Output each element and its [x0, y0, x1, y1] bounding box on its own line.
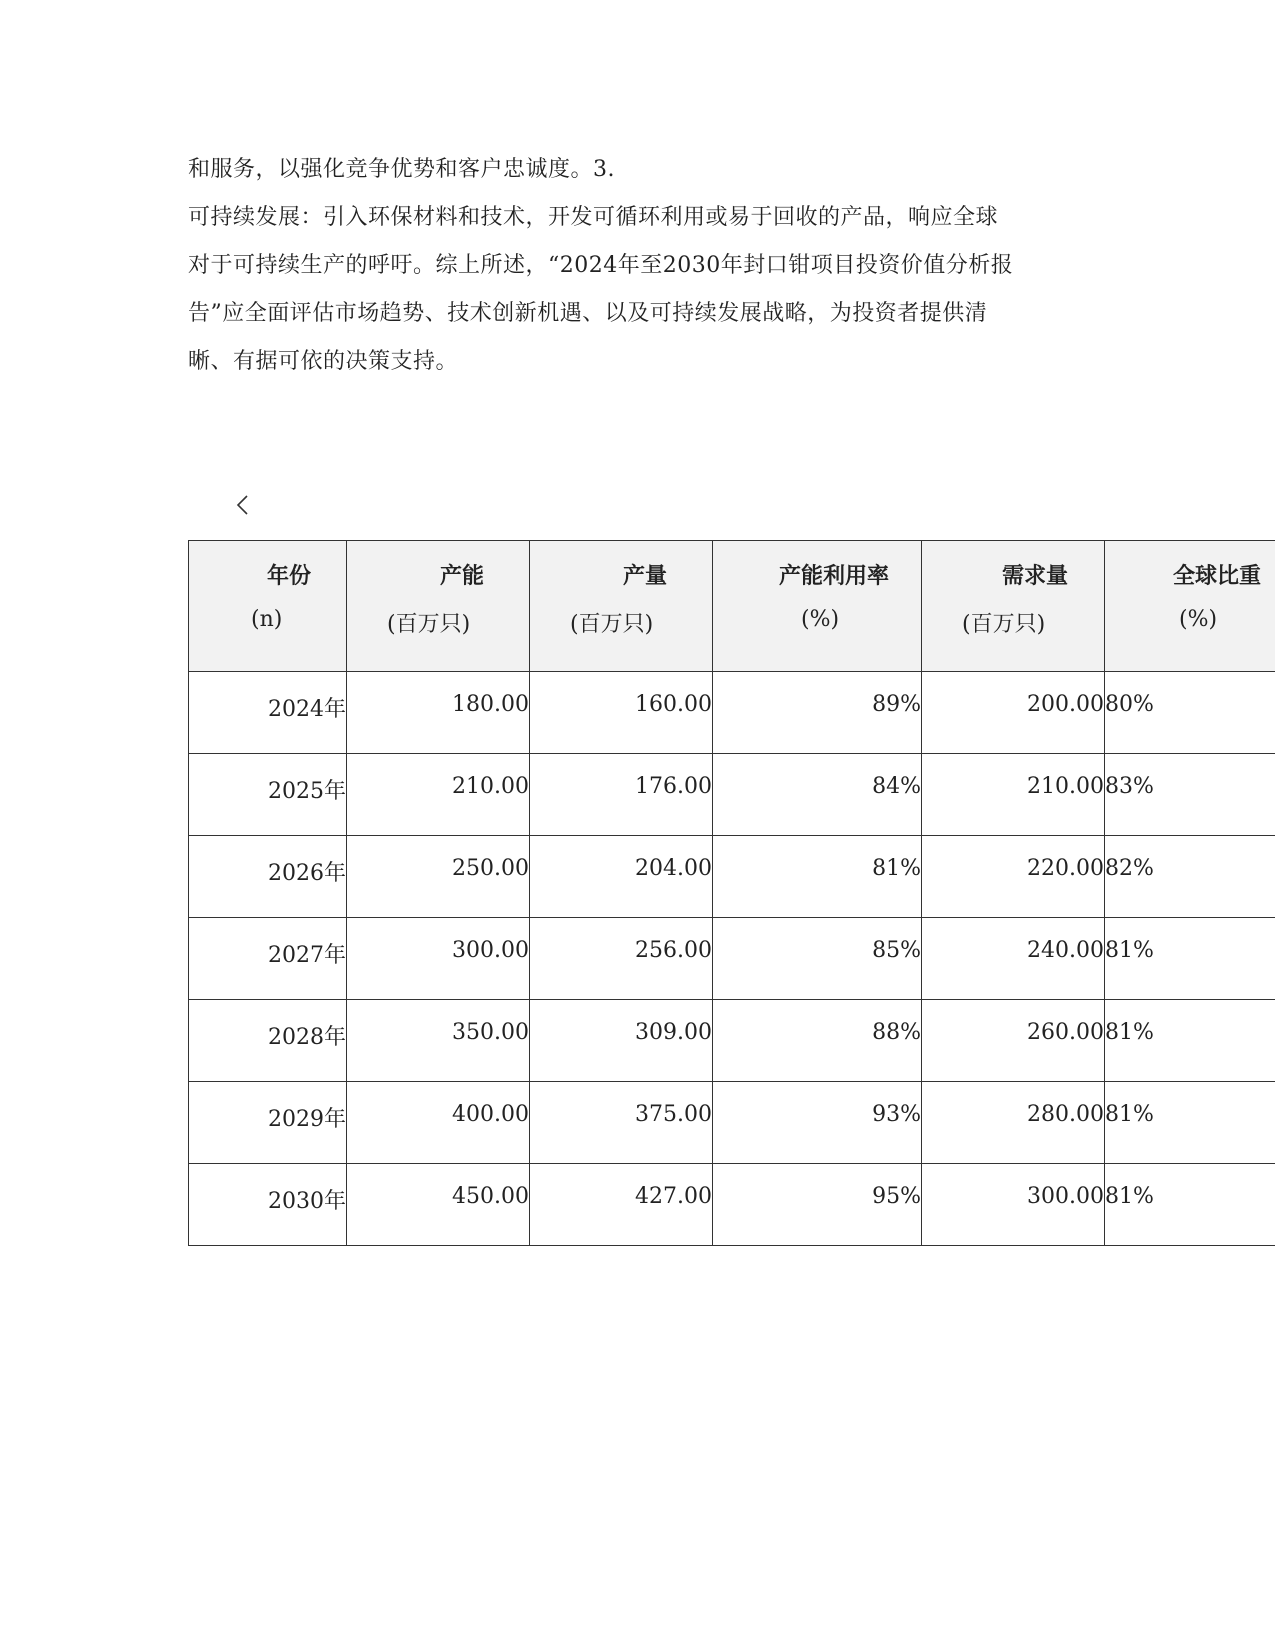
- data-table-container: [188, 540, 1275, 1260]
- header-output-unit: (百万只): [570, 612, 654, 637]
- cell-global-share: [1105, 1164, 1275, 1246]
- cell-capacity-value: 400.00: [452, 1102, 529, 1127]
- cell-global-share-value: 81%: [1105, 1184, 1154, 1209]
- cell-output-value: 375.00: [635, 1102, 712, 1127]
- cell-capacity: [347, 918, 530, 1000]
- body-paragraph: [188, 146, 1088, 386]
- header-utilization-unit: (%): [801, 607, 840, 632]
- cell-year-value: 2027年: [268, 943, 346, 968]
- cell-output-value: 176.00: [635, 774, 712, 799]
- header-global-share-label: 全球比重: [1173, 564, 1262, 589]
- cell-output-value: 204.00: [635, 856, 712, 881]
- cell-utilization-value: 95%: [872, 1184, 921, 1209]
- table-row: [189, 918, 1275, 1000]
- cell-capacity-value: 300.00: [452, 938, 529, 963]
- cell-demand: [922, 672, 1105, 754]
- cell-utilization-value: 88%: [872, 1020, 921, 1045]
- cell-year: [189, 918, 347, 1000]
- cell-output-value: 309.00: [635, 1020, 712, 1045]
- cell-output: [530, 836, 713, 918]
- cell-demand-value: 300.00: [1027, 1184, 1104, 1209]
- cell-global-share: [1105, 918, 1275, 1000]
- cell-output-value: 256.00: [635, 938, 712, 963]
- cell-demand-value: 240.00: [1027, 938, 1104, 963]
- cell-capacity: [347, 1000, 530, 1082]
- cell-year: [189, 1000, 347, 1082]
- cell-utilization: [713, 836, 922, 918]
- cell-global-share-value: 80%: [1105, 692, 1154, 717]
- cell-output: [530, 754, 713, 836]
- cell-year-value: 2030年: [268, 1189, 346, 1214]
- cell-utilization: [713, 1164, 922, 1246]
- cell-global-share-value: 81%: [1105, 938, 1154, 963]
- cell-demand-value: 280.00: [1027, 1102, 1104, 1127]
- header-year-unit: (n): [251, 607, 283, 632]
- cell-global-share: [1105, 1082, 1275, 1164]
- table-row: [189, 1082, 1275, 1164]
- cell-demand: [922, 1164, 1105, 1246]
- data-table: [188, 540, 1275, 1246]
- header-capacity: [347, 541, 530, 672]
- cell-capacity: [347, 836, 530, 918]
- header-utilization-label: 产能利用率: [779, 564, 890, 589]
- header-demand-unit: (百万只): [962, 612, 1046, 637]
- paragraph-line: 告”应全面评估市场趋势、技术创新机遇、以及可持续发展战略，为投资者提供清: [188, 301, 988, 326]
- cell-global-share: [1105, 836, 1275, 918]
- cell-year-value: 2029年: [268, 1107, 346, 1132]
- table-row: [189, 1164, 1275, 1246]
- cell-capacity: [347, 672, 530, 754]
- header-global-share-unit: (%): [1179, 607, 1218, 632]
- header-capacity-label: 产能: [440, 564, 485, 589]
- cell-global-share: [1105, 1000, 1275, 1082]
- cell-output: [530, 1000, 713, 1082]
- cell-utilization: [713, 918, 922, 1000]
- cell-year-value: 2028年: [268, 1025, 346, 1050]
- header-capacity-unit: (百万只): [387, 612, 471, 637]
- paragraph-line: 可持续发展：引入环保材料和技术，开发可循环利用或易于回收的产品，响应全球: [188, 205, 999, 230]
- header-output: [530, 541, 713, 672]
- cell-global-share-value: 82%: [1105, 856, 1154, 881]
- cell-demand: [922, 836, 1105, 918]
- cell-global-share-value: 81%: [1105, 1102, 1154, 1127]
- cell-demand-value: 260.00: [1027, 1020, 1104, 1045]
- paragraph-line: 和服务，以强化竞争优势和客户忠诚度。3.: [188, 157, 615, 182]
- header-demand-label: 需求量: [1002, 564, 1069, 589]
- cell-output: [530, 1164, 713, 1246]
- cell-utilization-value: 84%: [872, 774, 921, 799]
- cell-year: [189, 754, 347, 836]
- cell-year: [189, 1164, 347, 1246]
- header-year: [189, 541, 347, 672]
- table-row: [189, 836, 1275, 918]
- cell-global-share: [1105, 754, 1275, 836]
- cell-demand-value: 200.00: [1027, 692, 1104, 717]
- cell-year-value: 2026年: [268, 861, 346, 886]
- cell-utilization: [713, 754, 922, 836]
- cell-utilization-value: 81%: [872, 856, 921, 881]
- cell-global-share-value: 83%: [1105, 774, 1154, 799]
- paragraph-line: 对于可持续生产的呼吁。综上所述，“2024年至2030年封口钳项目投资价值分析报: [188, 253, 1014, 278]
- cell-demand: [922, 1000, 1105, 1082]
- cell-capacity: [347, 1082, 530, 1164]
- cell-output-value: 427.00: [635, 1184, 712, 1209]
- cell-capacity: [347, 754, 530, 836]
- cell-capacity-value: 450.00: [452, 1184, 529, 1209]
- table-row: [189, 1000, 1275, 1082]
- cell-output-value: 160.00: [635, 692, 712, 717]
- header-output-label: 产量: [623, 564, 668, 589]
- cell-utilization-value: 85%: [872, 938, 921, 963]
- cell-capacity-value: 210.00: [452, 774, 529, 799]
- cell-global-share: [1105, 672, 1275, 754]
- cell-year: [189, 836, 347, 918]
- cell-output: [530, 672, 713, 754]
- cell-global-share-value: 81%: [1105, 1020, 1154, 1045]
- cell-capacity-value: 350.00: [452, 1020, 529, 1045]
- table-header-row: [189, 541, 1275, 672]
- cell-demand: [922, 1082, 1105, 1164]
- header-year-label: 年份: [267, 564, 312, 589]
- cell-demand: [922, 918, 1105, 1000]
- cell-utilization-value: 89%: [872, 692, 921, 717]
- cell-capacity-value: 250.00: [452, 856, 529, 881]
- cell-utilization-value: 93%: [872, 1102, 921, 1127]
- cell-year-value: 2024年: [268, 697, 346, 722]
- header-utilization: [713, 541, 922, 672]
- chevron-left-icon[interactable]: [234, 493, 252, 517]
- paragraph-line: 晰、有据可依的决策支持。: [188, 349, 459, 374]
- cell-capacity-value: 180.00: [452, 692, 529, 717]
- header-demand: [922, 541, 1105, 672]
- cell-demand-value: 210.00: [1027, 774, 1104, 799]
- table-row: [189, 754, 1275, 836]
- cell-demand: [922, 754, 1105, 836]
- cell-capacity: [347, 1164, 530, 1246]
- cell-output: [530, 918, 713, 1000]
- cell-utilization: [713, 1000, 922, 1082]
- cell-year: [189, 672, 347, 754]
- table-row: [189, 672, 1275, 754]
- cell-utilization: [713, 672, 922, 754]
- cell-utilization: [713, 1082, 922, 1164]
- cell-output: [530, 1082, 713, 1164]
- cell-year-value: 2025年: [268, 779, 346, 804]
- header-global-share: [1105, 541, 1275, 672]
- cell-year: [189, 1082, 347, 1164]
- cell-demand-value: 220.00: [1027, 856, 1104, 881]
